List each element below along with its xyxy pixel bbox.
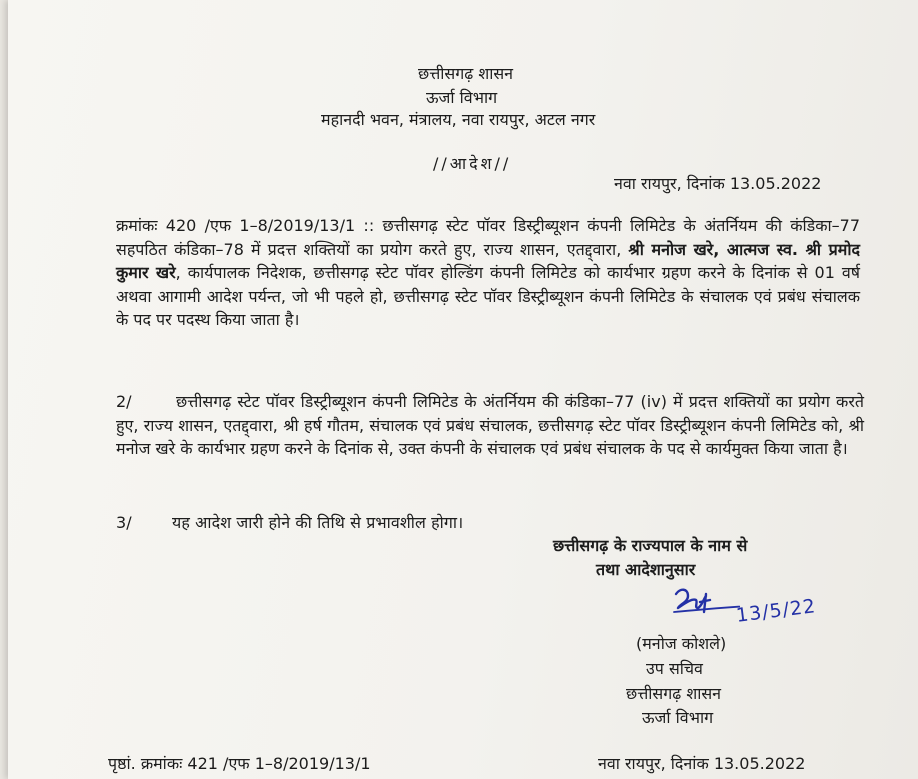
paragraph-1-text-b: , कार्यपालक निदेशक, छत्तीसगढ़ स्टेट पॉवर होल्डिंग कंपनी लिमिटेड को कार्यभार ग्रहण करने के दिनांक से 01 वर्ष अथवा आगामी आदेश पर्यन्त, जो भी पहले हो, छत्तीसगढ़ स्टेट पॉवर डिस्ट्रीब्यूशन कंपनी लिमिटेड के संचालक एवं प्रबंध संचालक के पद पर पदस्थ किया जाता है। <box>116 263 860 329</box>
paragraph-3-number: 3/ <box>116 513 132 532</box>
handwritten-date: 13/5/22 <box>734 595 818 627</box>
paragraph-2 <box>116 390 864 461</box>
signatory-name: (मनोज कोशले) <box>636 634 727 653</box>
paragraph-2-text: छत्तीसगढ़ स्टेट पॉवर डिस्ट्रीब्यूशन कंपनी लिमिटेड के अंतर्नियम की कंडिका–77 (iv) में प्रदत्त शक्तियों का प्रयोग करते हुए, राज्य शासन, एतद्द्वारा, श्री हर्ष गौतम, संचालक एवं प्रबंध संचालक, छत्तीसगढ़ स्टेट पॉवर डिस्ट्रीब्यूशन कंपनी लिमिटेड को, श्री मनोज खरे के कार्यभार ग्रहण करने के दिनांक से, उक्त कंपनी के संचालक एवं प्रबंध संचालक के पद से कार्यमुक्त किया जाता है। <box>116 392 864 458</box>
header-address: महानदी भवन, मंत्रालय, नवा रायपुर, अटल नगर <box>321 110 596 129</box>
order-title: //आदेश// <box>433 154 512 173</box>
place-date: नवा रायपुर, दिनांक 13.05.2022 <box>614 174 822 193</box>
paragraph-1-text-a: छत्तीसगढ़ स्टेट पॉवर डिस्ट्रीब्यूशन कंपनी लिमिटेड के अंतर्नियम की कंडिका–77 सहपठित कंडिका–78 में प्रदत्त शक्तियों का प्रयोग करते हुए, राज्य शासन, एतद्द्वारा, <box>116 216 860 259</box>
paragraph-3 <box>116 511 463 533</box>
signatory-org-government: छत्तीसगढ़ शासन <box>626 684 722 703</box>
paragraph-2-number: 2/ <box>116 392 132 411</box>
header-government: छत्तीसगढ़ शासन <box>418 64 514 83</box>
signatory-designation: उप सचिव <box>646 659 703 678</box>
authority-line-2: तथा आदेशानुसार <box>596 560 696 579</box>
appointee-name: श्री मनोज खरे, आत्मज स्व. श्री प्रमोद कुमार खरे <box>116 239 860 282</box>
authority-line-1: छत्तीसगढ़ के राज्यपाल के नाम से <box>553 536 748 555</box>
signatory-org-department: ऊर्जा विभाग <box>642 708 714 727</box>
paragraph-1 <box>116 214 860 332</box>
document-page <box>8 0 918 779</box>
paragraph-3-text: यह आदेश जारी होने की तिथि से प्रभावशील होगा। <box>172 513 464 532</box>
header-department: ऊर्जा विभाग <box>426 88 498 107</box>
signature-scribble-icon <box>670 584 740 624</box>
endorsement-place-date: नवा रायपुर, दिनांक 13.05.2022 <box>598 754 806 773</box>
endorsement-reference: पृष्ठां. क्रमांकः 421 /एफ 1–8/2019/13/1 <box>108 754 371 773</box>
order-reference-number: क्रमांकः 420 /एफ 1–8/2019/13/1 :: <box>116 216 383 235</box>
